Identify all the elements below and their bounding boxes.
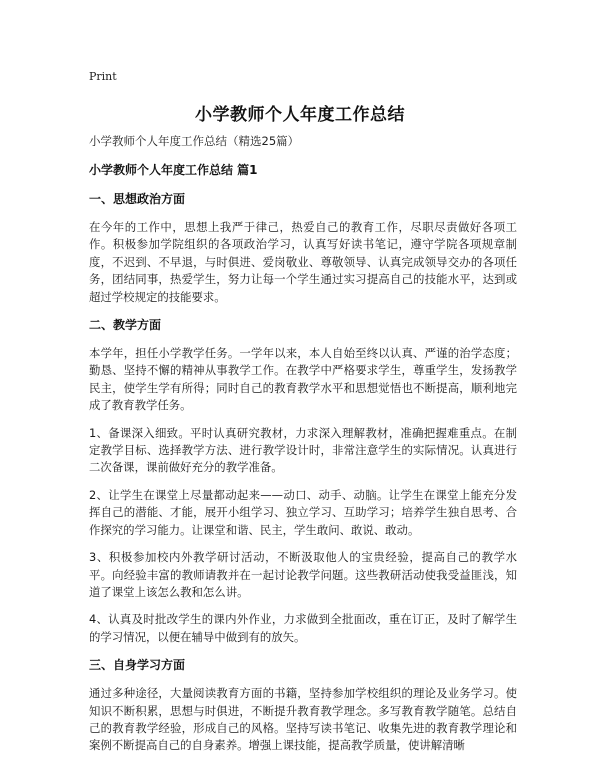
paragraph: 2、让学生在课堂上尽量都动起来——动口、动手、动脑。让学生在课堂上能充分发挥自己的潜能、才能，展开小组学习、独立学习、互助学习；培养学生独自思考、合作探究的学习能力。让课堂和谐、民主，学生敢问、敢说、敢动。 (89, 487, 517, 537)
document-subtitle: 小学教师个人年度工作总结（精选25篇） (89, 134, 300, 148)
paragraph: 4、认真及时批改学生的课内外作业，力求做到全批面改，重在订正，及时了解学生的学习情况，以便在辅导中做到有的放矢。 (89, 612, 517, 644)
paragraph: 1、备课深入细致。平时认真研究教材，力求深入理解教材，准确把握难重点。在制定教学目标、选择教学方法、进行教学设计时，非常注意学生的实际情况。认真进行二次备课，课前做好充分的教学准备。 (89, 425, 517, 475)
document-body (89, 132, 517, 765)
document-title: 小学教师个人年度工作总结 (195, 105, 405, 125)
paragraph: 通过多种途径，大量阅读教育方面的书籍，坚持参加学校组织的理论及业务学习。使知识不断积累，思想与时俱进，不断提升教育教学理念。多写教育教学随笔。总结自己的教育教学经验，形成自己的风格。坚持写读书笔记、收集先进的教育教学理论和案例不断提高自己的自身素养。增强上课技能，提高教学质量，使讲解清晰 (89, 686, 517, 753)
article-heading: 小学教师个人年度工作总结 篇1 (89, 163, 258, 177)
print-label: Print (89, 70, 117, 83)
section-heading: 三、自身学习方面 (89, 658, 186, 673)
section-heading: 二、教学方面 (89, 318, 162, 333)
paragraph: 在今年的工作中，思想上我严于律己，热爱自己的教育工作，尽职尽责做好各项工作。积极参加学院组织的各项政治学习，认真写好读书笔记，遵守学院各项规章制度，不迟到、不早退，与时俱进、爱岗敬业、尊敬领导、认真完成领导交办的各项任务，团结同事，热爱学生，努力让每一个学生通过实习提高自己的技能水平，达到或超过学校规定的技能要求。 (89, 220, 517, 304)
section-heading: 一、思想政治方面 (89, 192, 186, 206)
paragraph: 3、积极参加校内外教学研讨活动，不断汲取他人的宝贵经验，提高自己的教学水平。向经验丰富的教师请教并在一起讨论教学问题。这些教研活动使我受益匪浅，知道了课堂上该怎么教和怎么讲。 (89, 550, 517, 599)
paragraph: 本学年，担任小学教学任务。一学年以来，本人自始至终以认真、严谨的治学态度；勤恳、坚持不懈的精神从事教学工作。在教学中严格要求学生，尊重学生，发扬教学民主，使学生学有所得；同时自己的教育教学水平和思想觉悟也不断提高，顺利地完成了教育教学任务。 (89, 346, 517, 413)
